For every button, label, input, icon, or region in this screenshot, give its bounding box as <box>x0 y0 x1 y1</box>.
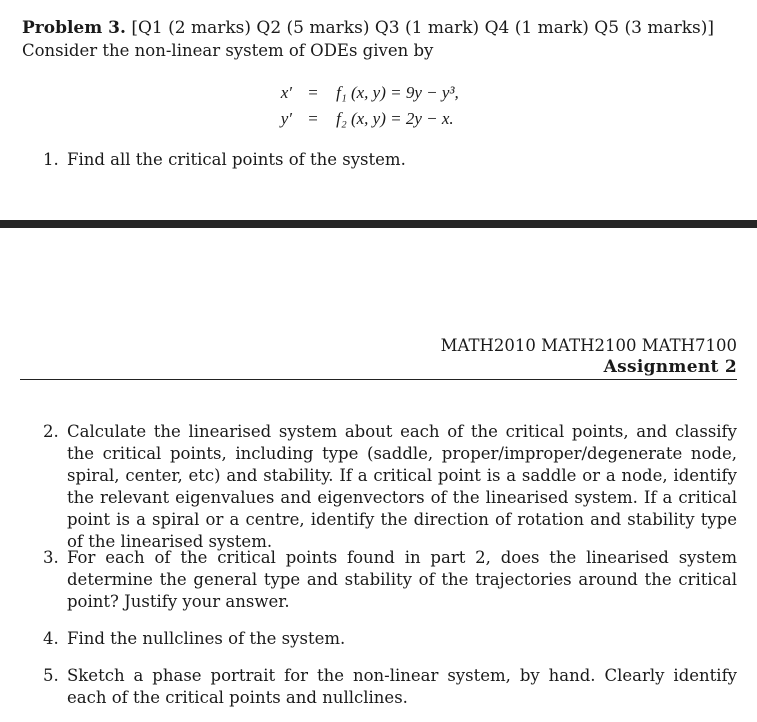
problem-label: Problem 3. <box>22 18 126 38</box>
problem-intro: Consider the non-linear system of ODEs given by <box>22 41 434 60</box>
equation-row-1 <box>262 83 459 103</box>
equation-lhs: y′ <box>280 109 292 128</box>
question-number: 3. <box>43 548 59 567</box>
equation-row-2 <box>262 109 454 129</box>
page-divider <box>0 220 757 228</box>
equation-lhs: x′ <box>280 83 292 102</box>
equation-equals: = <box>308 109 318 128</box>
header-rule <box>20 379 737 380</box>
course-codes: MATH2010 MATH2100 MATH7100 <box>440 336 737 355</box>
question-text: Calculate the linearised system about each of the critical points, and classify the critical points, including type (saddle, proper/improper/degenerate node, spiral, center, etc) and stability. If a critical point is a saddle or a node, identify the relevant eigenvalues and eigenvectors of the linearised system. If a critical point is a spiral or a centre, identify the direction of rotation and stability type of the linearised system. <box>67 422 737 551</box>
question-number: 5. <box>43 666 59 685</box>
question-number: 2. <box>43 422 59 441</box>
equation-equals: = <box>308 83 318 102</box>
question-text: For each of the critical points found in part 2, does the linearised system determine the general type and stability of the trajectories around the critical point? Justify your answer. <box>67 548 737 611</box>
question-text: Find the nullclines of the system. <box>67 629 346 648</box>
question-number: 4. <box>43 629 59 648</box>
question-text: Find all the critical points of the system. <box>67 150 406 169</box>
assignment-title: Assignment 2 <box>603 357 737 377</box>
equation-rhs: f₂ (x, y) = 2y − x. <box>336 109 454 128</box>
question-number: 1. <box>43 150 59 169</box>
problem-heading <box>22 18 714 38</box>
question-text: Sketch a phase portrait for the non-linear system, by hand. Clearly identify each of the critical points and nullclines. <box>67 666 737 707</box>
equation-rhs: f₁ (x, y) = 9y − y³, <box>336 83 459 102</box>
problem-marks: [Q1 (2 marks) Q2 (5 marks) Q3 (1 mark) Q4 (1 mark) Q5 (3 marks)] <box>131 18 714 38</box>
